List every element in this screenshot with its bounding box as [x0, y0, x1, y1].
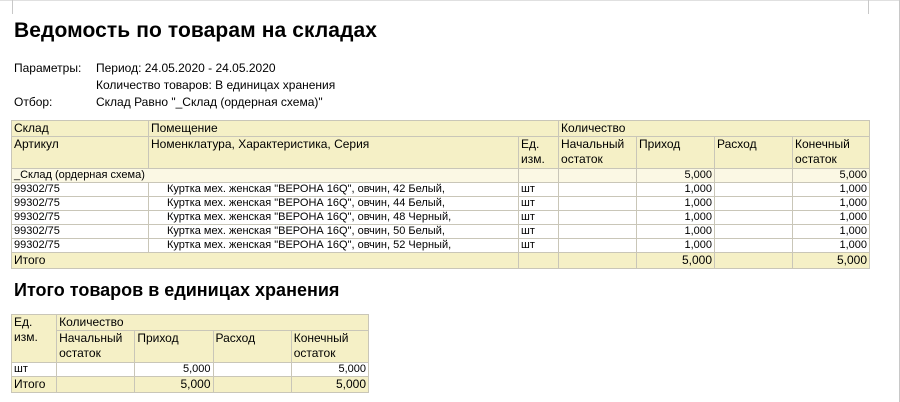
summary-col-unit: Ед. изм. [12, 315, 57, 363]
row-unit: шт [519, 225, 559, 239]
col-nomenclature: Номенклатура, Характеристика, Серия [149, 137, 519, 169]
row-unit: шт [519, 211, 559, 225]
corner-marker-right [868, 0, 869, 14]
row-article: 99302/75 [12, 197, 149, 211]
row-closing: 1,000 [793, 225, 870, 239]
quantity-mode-value: Количество товаров: В единицах хранения [96, 78, 336, 92]
row-item: Куртка мех. женская "ВЕРОНА 16Q", овчин, 42 Белый, [149, 183, 519, 197]
row-income: 1,000 [637, 197, 715, 211]
row-unit: шт [519, 239, 559, 253]
params-label: Параметры: [14, 61, 82, 75]
table-row [12, 225, 870, 239]
row-income: 1,000 [637, 225, 715, 239]
corner-marker-left [12, 0, 13, 14]
row-article: 99302/75 [12, 211, 149, 225]
row-income: 1,000 [637, 211, 715, 225]
total-income: 5,000 [637, 253, 715, 269]
main-report-table [11, 120, 870, 269]
filter-value: Склад Равно "_Склад (ордерная схема)" [96, 95, 323, 109]
row-closing: 1,000 [793, 211, 870, 225]
summary-total-label: Итого [12, 377, 57, 393]
summary-row-closing: 5,000 [291, 363, 368, 377]
row-unit: шт [519, 183, 559, 197]
table-row [12, 197, 870, 211]
row-article: 99302/75 [12, 239, 149, 253]
row-item: Куртка мех. женская "ВЕРОНА 16Q", овчин, 48 Черный, [149, 211, 519, 225]
summary-row [12, 363, 369, 377]
filter-label: Отбор: [14, 95, 53, 109]
summary-col-quantity: Количество [57, 315, 369, 331]
summary-header-row-2 [12, 331, 369, 363]
report-title: Ведомость по товарам на складах [14, 19, 378, 42]
total-closing: 5,000 [793, 253, 870, 269]
col-room: Помещение [149, 121, 559, 137]
row-closing: 1,000 [793, 197, 870, 211]
row-item: Куртка мех. женская "ВЕРОНА 16Q", овчин, 52 Черный, [149, 239, 519, 253]
col-unit: Ед. изм. [519, 137, 559, 169]
summary-total-closing: 5,000 [291, 377, 368, 393]
row-item: Куртка мех. женская "ВЕРОНА 16Q", овчин, 44 Белый, [149, 197, 519, 211]
col-expense: Расход [715, 137, 793, 169]
col-income: Приход [637, 137, 715, 169]
group-row [12, 169, 870, 183]
col-opening: Начальный остаток [559, 137, 637, 169]
summary-col-expense: Расход [213, 331, 291, 363]
col-quantity: Количество [559, 121, 870, 137]
summary-col-closing: Конечный остаток [291, 331, 368, 363]
total-row [12, 253, 870, 269]
row-closing: 1,000 [793, 239, 870, 253]
summary-total-income: 5,000 [135, 377, 213, 393]
col-article: Артикул [12, 137, 149, 169]
row-unit: шт [519, 197, 559, 211]
summary-row-income: 5,000 [135, 363, 213, 377]
summary-total-row [12, 377, 369, 393]
table-row [12, 239, 870, 253]
period-value: Период: 24.05.2020 - 24.05.2020 [96, 61, 276, 75]
group-name: _Склад (ордерная схема) [12, 169, 519, 183]
summary-col-income: Приход [135, 331, 213, 363]
col-closing: Конечный остаток [793, 137, 870, 169]
row-closing: 1,000 [793, 183, 870, 197]
table-row [12, 211, 870, 225]
summary-col-opening: Начальный остаток [57, 331, 135, 363]
header-row-1 [12, 121, 870, 137]
total-label: Итого [12, 253, 519, 269]
row-income: 1,000 [637, 183, 715, 197]
summary-title: Итого товаров в единицах хранения [14, 280, 340, 300]
top-border [0, 0, 900, 1]
row-article: 99302/75 [12, 225, 149, 239]
summary-table [11, 314, 369, 393]
header-row-2 [12, 137, 870, 169]
row-item: Куртка мех. женская "ВЕРОНА 16Q", овчин, 50 Белый, [149, 225, 519, 239]
summary-row-unit: шт [12, 363, 57, 377]
group-closing: 5,000 [793, 169, 870, 183]
col-warehouse: Склад [12, 121, 149, 137]
row-article: 99302/75 [12, 183, 149, 197]
row-income: 1,000 [637, 239, 715, 253]
group-income: 5,000 [637, 169, 715, 183]
summary-header-row-1 [12, 315, 369, 331]
table-row [12, 183, 870, 197]
